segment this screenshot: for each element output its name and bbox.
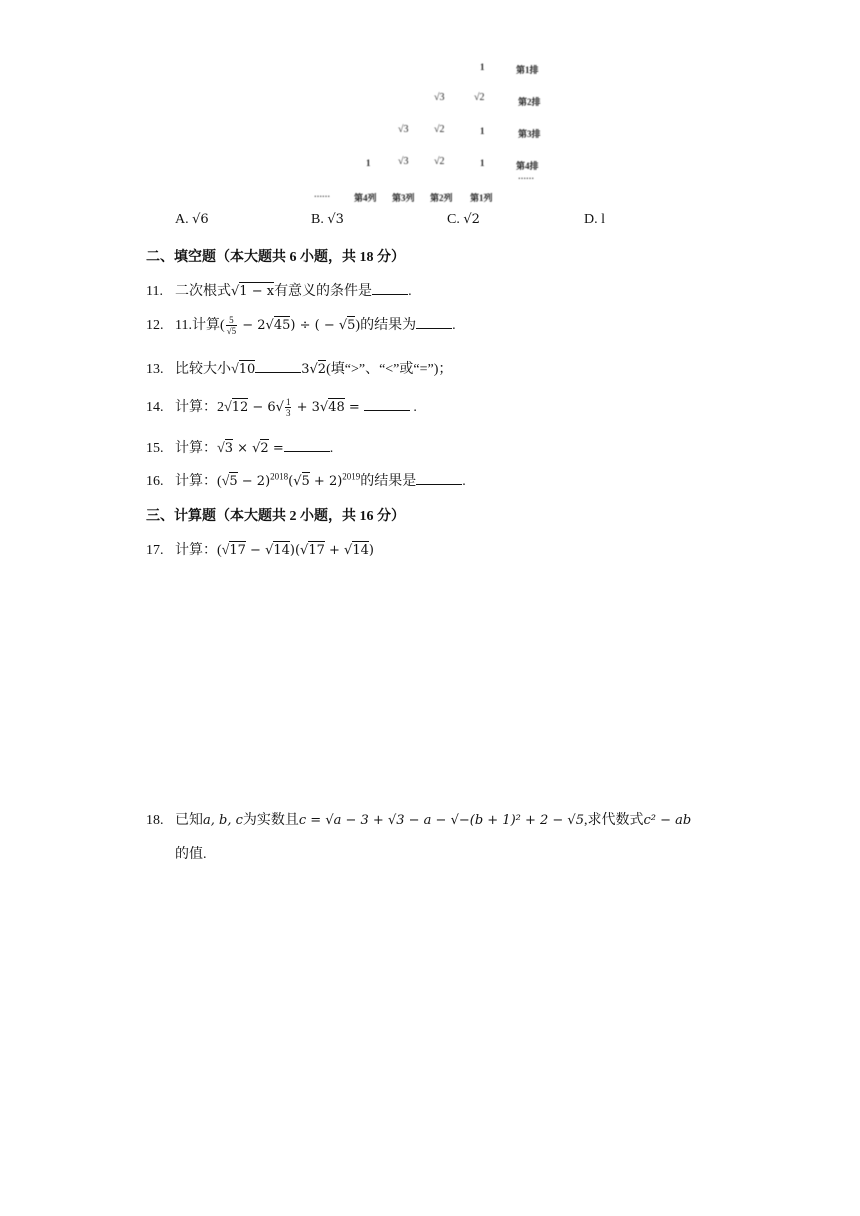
r4-c4: 1 <box>366 158 371 168</box>
answer-blank-13[interactable] <box>255 360 301 373</box>
answer-blank-14[interactable] <box>364 398 410 411</box>
col-label-2: 第2列 <box>430 193 453 203</box>
col-label-1: 第1列 <box>470 193 493 203</box>
row-label-1: 第1排 <box>516 65 539 75</box>
row-label-3: 第3排 <box>518 129 541 139</box>
col-label-3: 第3列 <box>392 193 415 203</box>
row-label-4: 第4排 <box>516 161 539 171</box>
question-13: 13. 比较大小√10 3√2(填“>”、“<”或“=”)； <box>146 362 453 377</box>
question-18-line-2: 的值. <box>175 847 207 862</box>
option-b[interactable]: B. √3 <box>311 212 344 227</box>
answer-options <box>175 212 635 230</box>
r3-c2: √2 <box>434 124 445 135</box>
r2-c2: √3 <box>434 92 445 103</box>
question-12: 12. 11.计算( $\frac{5}{√5}$ − 2√45) ÷ ( − √5)的结果为 . <box>146 315 456 337</box>
answer-blank-12[interactable] <box>416 316 452 329</box>
r1-c1: 1 <box>480 62 485 72</box>
answer-blank-15[interactable] <box>284 439 330 452</box>
row-ellipsis: …… <box>518 172 534 181</box>
question-16: 16. 计算：$(√5 - 2)^{2018}(√5 + 2)^{2019}$的结果是 . <box>146 471 466 489</box>
r3-c1: 1 <box>480 126 485 136</box>
number-triangle-figure <box>300 56 560 206</box>
option-d[interactable]: D. l <box>584 212 606 227</box>
question-18: 18. 已知a, b, c为实数且c = √a − 3 + √3 − a − √−(b + 1)² + 2 − √5,求代数式c² − ab <box>146 813 692 828</box>
r3-c3: √3 <box>398 124 409 135</box>
question-17: 17. 计算：(√17 − √14)(√17 + √14) <box>146 543 374 558</box>
option-c[interactable]: C. √2 <box>447 212 480 227</box>
section-2-title: 二、填空题（本大题共 6 小题，共 18 分） <box>146 250 405 265</box>
row-label-2: 第2排 <box>518 97 541 107</box>
col-ellipsis: …… <box>314 190 330 199</box>
r4-c1: 1 <box>480 158 485 168</box>
section-3-title: 三、计算题（本大题共 2 小题，共 16 分） <box>146 509 405 524</box>
r4-c3: √3 <box>398 156 409 167</box>
col-label-4: 第4列 <box>354 193 377 203</box>
answer-blank-11[interactable] <box>372 282 408 295</box>
question-15: 15. 计算：√3 × √2 = . <box>146 441 334 456</box>
question-11: 11. 二次根式√1 − x有意义的条件是 . <box>146 284 412 299</box>
answer-blank-16[interactable] <box>416 472 462 485</box>
r4-c2: √2 <box>434 156 445 167</box>
r2-c1: √2 <box>474 92 485 103</box>
question-14: 14. 计算：2√12 − 6√ $\frac{1}{3}$ + 3√48 = . <box>146 397 417 419</box>
option-a[interactable]: A. √6 <box>175 212 209 227</box>
